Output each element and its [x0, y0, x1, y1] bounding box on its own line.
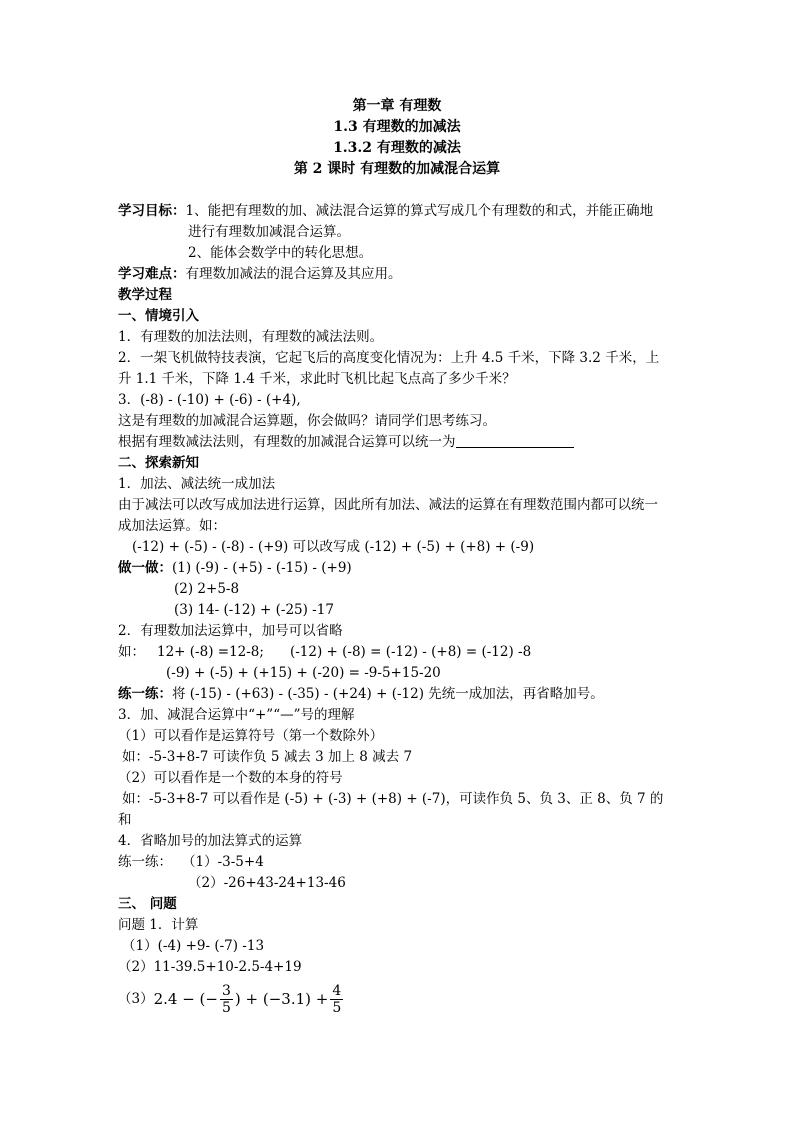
- goals-label: 学习目标：: [118, 203, 186, 219]
- practice-label: 练一练：: [118, 686, 172, 702]
- s2-p5: 4．省略加号的加法算式的运算: [118, 833, 303, 849]
- practice-2-item-2: （2）-26+43-24+13-46: [188, 875, 346, 891]
- s2-p3: 2．有理数加法运算中，加号可以省略: [118, 623, 343, 639]
- s2-p4: 3．加、减混合运算中“+”“—”号的理解: [118, 707, 355, 723]
- s1-line-2a: 2．一架飞机做特技表演，它起飞后的高度变化情况为：上升 4.5 千米，下降 3.2 千米，上: [118, 350, 660, 366]
- s2-p2b: 成加法运算。如：: [118, 518, 226, 534]
- section-2-heading: 二、探索新知: [118, 455, 199, 471]
- example-line-1: [118, 642, 678, 663]
- s2-p4e: 和: [118, 812, 132, 828]
- fraction-3-5: [220, 983, 233, 1016]
- try-item-1: (1) (-9) - (+5) - (-15) - (+9): [172, 560, 352, 576]
- s1-line-3: 3．(-8) - (-10) + (-6) - (+4),: [118, 392, 301, 408]
- example-3: (-9) + (-5) + (+15) + (-20) = -9-5+15-20: [166, 665, 441, 681]
- difficulty-line: [118, 264, 678, 285]
- process-heading: 教学过程: [118, 287, 172, 303]
- section-1-heading: 一、情境引入: [118, 308, 199, 324]
- try-label: 做一做：: [118, 560, 172, 576]
- question-1-item-2: （2）11-39.5+10-2.5-4+19: [118, 959, 302, 975]
- q1-3-part1: 2.4 − (−: [153, 989, 218, 1008]
- s2-p4c: （2）可以看作是一个数的本身的符号: [118, 770, 343, 786]
- difficulty-label: 学习难点：: [118, 266, 186, 282]
- question-1: 问题 1．计算: [118, 917, 199, 933]
- goal-item-1b: 进行有理数加减混合运算。: [188, 224, 350, 240]
- s2-p4a: （1）可以看作是运算符号（第一个数除外）: [118, 728, 384, 744]
- title-block: [0, 96, 794, 180]
- example-label: 如：: [118, 644, 145, 660]
- q1-3-prefix: （3）: [118, 990, 154, 1007]
- lesson-title: 第 2 课时 有理数的加减混合运算: [293, 161, 501, 177]
- try-item-3: (3) 14- (-12) + (-25) -17: [174, 602, 334, 618]
- difficulty-text: 有理数加减法的混合运算及其应用。: [185, 266, 402, 282]
- goal-line-3: [118, 243, 678, 264]
- practice-text: 将 (-15) - (+63) - (-35) - (+24) + (-12) 先统一成加法，再省略加号。: [172, 686, 604, 702]
- question-1-item-1: （1）(-4) +9- (-7) -13: [122, 938, 265, 954]
- s2-p2a: 由于减法可以改写成加法进行运算，因此所有加法、减法的运算在有理数范围内都可以统一: [118, 497, 658, 513]
- q1-3-part2: ) + (−3.1) +: [234, 989, 329, 1008]
- s2-p1: 1．加法、减法统一成加法: [118, 476, 276, 492]
- s1-line-2b: 升 1.1 千米，下降 1.4 千米，求此时飞机比起飞点高了多少千米？: [118, 371, 516, 387]
- try-line-1: [118, 558, 678, 579]
- s2-practice-2-line-1: [118, 852, 678, 873]
- fraction-denominator: 5: [332, 999, 342, 1016]
- section-title: 1.3 有理数的加减法: [333, 119, 461, 135]
- subsection-title: 1.3.2 有理数的减法: [333, 140, 461, 156]
- s1-line-1: 1．有理数的加法法则，有理数的减法法则。: [118, 329, 384, 345]
- s1-line-5-text: 根据有理数减法法则，有理数的加减混合运算可以统一为: [118, 434, 456, 450]
- s2-p4b: 如：-5-3+8-7 可读作负 5 减去 3 加上 8 减去 7: [122, 749, 413, 765]
- answer-blank: [456, 433, 574, 448]
- example-1: 12+ (-8) =12-8;: [157, 644, 264, 660]
- example-2: (-12) + (-8) = (-12) - (+8) = (-12) -8: [289, 644, 532, 660]
- fraction-numerator: 4: [332, 982, 342, 999]
- section-3-heading: 三、 问题: [118, 896, 177, 912]
- s1-line-4: 这是有理数的加减混合运算题，你会做吗？请同学们思考练习。: [118, 413, 496, 429]
- fraction-numerator: 3: [221, 982, 231, 999]
- practice-2-label: 练一练：: [118, 854, 172, 870]
- s1-line-5: [118, 432, 678, 453]
- goal-item-2: 2、能体会数学中的转化思想。: [188, 245, 373, 261]
- goal-item-1a: 1、能把有理数的加、减法混合运算的算式写成几个有理数的和式，并能正确地: [185, 203, 654, 219]
- s2-p4d: 如：-5-3+8-7 可以看作是 (-5) + (-3) + (+8) + (-7)，可读作负 5、负 3、正 8、负 7 的: [122, 791, 664, 807]
- goal-line-1: [118, 201, 678, 222]
- question-1-item-3: [118, 978, 678, 1020]
- fraction-4-5: [330, 983, 343, 1016]
- fraction-denominator: 5: [221, 999, 231, 1016]
- goal-line-2: [118, 222, 678, 243]
- practice-line: [118, 684, 678, 705]
- practice-2-item-1: （1）-3-5+4: [182, 854, 264, 870]
- chapter-title: 第一章 有理数: [352, 98, 442, 114]
- s2-example-1: (-12) + (-5) - (-8) - (+9) 可以改写成 (-12) + (-5) + (+8) + (-9): [132, 539, 535, 555]
- try-item-2: (2) 2+5-8: [174, 581, 240, 597]
- document-body: [118, 201, 678, 1020]
